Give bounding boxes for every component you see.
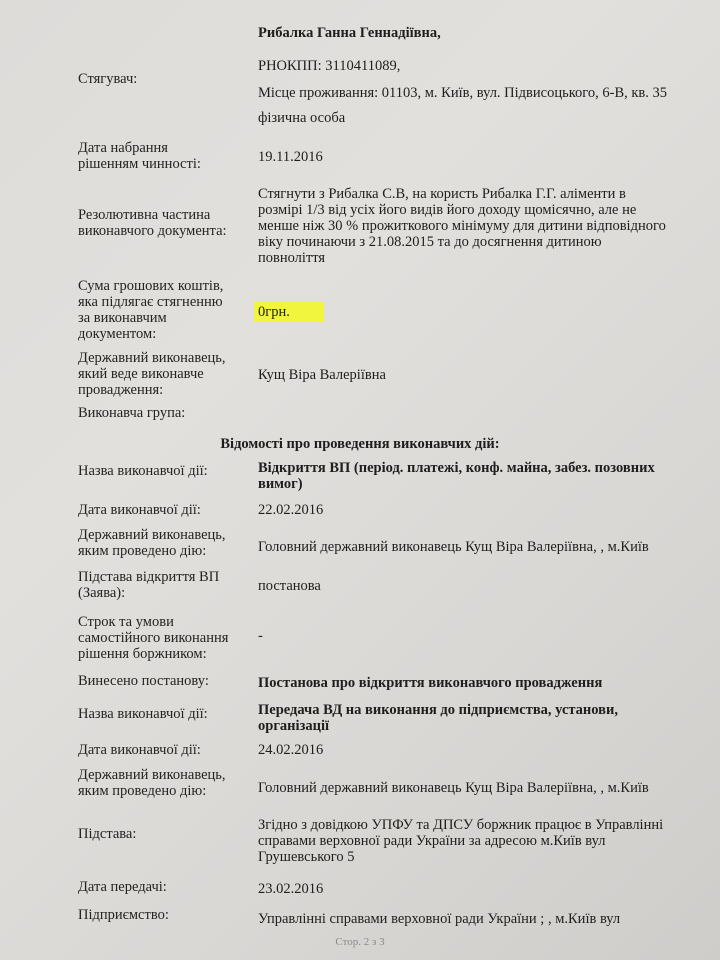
page-number: Стор. 2 з 3 [335,936,385,948]
action-2-name: Передача ВД на виконання до підприємства, установи, організації [258,702,618,734]
actions-section-title: Відомості про проведення виконавчих дій: [220,436,500,452]
highlighted-amount: 0грн. [254,302,324,322]
creditor-label: Стягувач: [78,71,138,87]
action-1-basis: постанова [258,578,321,594]
action-1-resolution-label: Винесено постанову: [78,673,209,689]
action-1-term: - [258,628,263,644]
action-2-basis: Згідно з довідкою УПФУ та ДПСУ боржник працює в Управлінні справами верховної ради України за адресою м.Київ вул Грушевського 5 [258,817,664,865]
effective-date-value: 19.11.2016 [258,149,323,165]
action-2-executor: Головний державний виконавець Кущ Віра Валеріївна, , м.Київ [258,780,649,796]
resolution-label: Резолютивна частина виконавчого документа: [78,207,227,239]
action-2-date-label: Дата виконавчої дії: [78,742,201,758]
executor-label: Державний виконавець, який веде виконавче провадження: [78,350,226,398]
action-1-date-label: Дата виконавчої дії: [78,502,201,518]
amount-value [258,304,703,320]
creditor-tax-id: РНОКПП: 3110411089, [258,58,401,74]
resolution-text: Стягнути з Рибалка С.В, на користь Рибалка Г.Г. аліменти в розмірі 1/3 від усіх його видів його доходу щомісячно, але не менше ніж 30 % прожиткового мінімуму для дитини відповідного віку починаючи з 21.08.2015 та до досягнення дитиною повноліття [258,186,666,266]
executor-value: Кущ Віра Валеріївна [258,367,386,383]
action-1-date: 22.02.2016 [258,502,324,518]
effective-date-label: Дата набрання рішенням чинності: [78,140,201,172]
action-2-date: 24.02.2016 [258,742,324,758]
action-1-executor: Головний державний виконавець Кущ Віра Валеріївна, , м.Київ [258,539,649,555]
action-2-basis-label: Підстава: [78,826,137,842]
creditor-name: Рибалка Ганна Геннадіївна, [258,25,441,41]
action-1-resolution: Постанова про відкриття виконавчого провадження [258,675,603,691]
action-2-transfer-date-label: Дата передачі: [78,879,167,895]
action-2-executor-label: Державний виконавець, яким проведено дію: [78,767,226,799]
action-1-executor-label: Державний виконавець, яким проведено дію: [78,527,226,559]
action-1-name-label: Назва виконавчої дії: [78,463,208,479]
action-1-name: Відкриття ВП (період. платежі, конф. майна, забез. позовних вимог) [258,460,655,492]
creditor-address: Місце проживання: 01103, м. Київ, вул. Підвисоцького, 6-В, кв. 35 [258,85,668,101]
amount-label: Сума грошових коштів, яка підлягає стягненню за виконавчим документом: [78,278,224,342]
action-2-transfer-date: 23.02.2016 [258,881,324,897]
action-2-enterprise-label: Підприємство: [78,907,169,923]
action-2-enterprise: Управлінні справами верховної ради України ; , м.Київ вул [258,911,621,927]
creditor-type: фізична особа [258,110,346,126]
action-1-basis-label: Підстава відкриття ВП (Заява): [78,569,220,601]
action-1-term-label: Строк та умови самостійного виконання рішення боржником: [78,614,229,662]
group-label: Виконавча група: [78,405,186,421]
action-2-name-label: Назва виконавчої дії: [78,706,208,722]
